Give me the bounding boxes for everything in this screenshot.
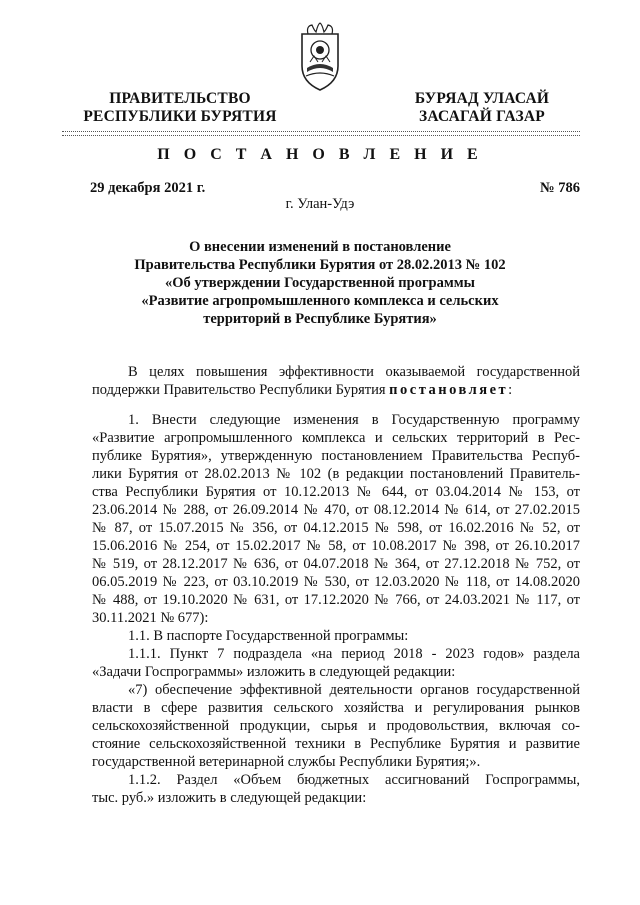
org-name-line: ЗАСАГАЙ ГАЗАР (419, 108, 545, 125)
title-line: «Развитие агропромышленного комплекса и сельских (141, 293, 499, 309)
text-line: 15.06.2016 № 254, от 15.02.2017 № 58, от 10.08.2017 № 398, от 26.10.2017 (92, 538, 580, 554)
intro-text: поддержки Правительство Республики Бурятия (92, 382, 386, 398)
org-name-line: РЕСПУБЛИКИ БУРЯТИЯ (83, 108, 277, 125)
text-line: 23.06.2014 № 288, от 26.09.2014 № 470, от 08.12.2014 № 614, от 27.02.2015 (92, 502, 580, 518)
header-divider (62, 135, 580, 136)
decree-verb: постановляет (389, 382, 509, 398)
org-name-buryat (382, 90, 582, 126)
title-line: территорий в Республике Бурятия» (203, 311, 437, 327)
text-line: ства Республики Бурятия от 10.12.2013 № 644, от 03.04.2014 № 153, от (92, 484, 580, 500)
coat-of-arms-emblem (294, 20, 346, 92)
document-type-heading: П О С Т А Н О В Л Е Н И Е (157, 146, 483, 163)
text-line: В целях повышения эффективности оказываемой государственной (128, 364, 580, 380)
text-line: 1.1.1. Пункт 7 подраздела «на период 2018 - 2023 годов» раздела (128, 646, 580, 662)
text-line: «Развитие агропромышленного комплекса и сельских территорий в Рес- (92, 430, 580, 446)
text-line: 1.1.2. Раздел «Объем бюджетных ассигнований Госпрограммы, (128, 772, 580, 788)
document-number: № 786 (540, 180, 580, 196)
text-line: № 519, от 28.12.2017 № 636, от 04.07.2018 № 364, от 27.12.2018 № 752, от (92, 556, 580, 572)
text-line: 06.05.2019 № 223, от 03.10.2019 № 530, от 12.03.2020 № 118, от 14.08.2020 (92, 574, 580, 590)
document-date: 29 декабря 2021 г. (90, 180, 206, 196)
title-line: О внесении изменений в постановление (189, 239, 451, 255)
text-line: лики Бурятия от 28.02.2013 № 102 (в редакции постановлений Правитель- (92, 466, 580, 482)
text-line: 1.1. В паспорте Государственной программы: (128, 628, 409, 644)
text-line: № 488, от 19.10.2020 № 631, от 17.12.2020 № 766, от 24.03.2021 № 117, от (92, 592, 580, 608)
text-line: 30.11.2021 № 677): (92, 610, 209, 626)
text-line: «7) обеспечение эффективной деятельности органов государственной (128, 682, 580, 698)
text-line: 1. Внести следующие изменения в Государственную программу (128, 412, 580, 428)
org-name-line: ПРАВИТЕЛЬСТВО (109, 90, 251, 107)
document-city: г. Улан-Удэ (285, 196, 355, 212)
paragraph-1 (92, 411, 580, 807)
text-line: сельскохозяйственной продукции, сырья и продовольствия, включая со- (92, 718, 580, 734)
title-line: «Об утверждении Государственной программы (165, 275, 475, 291)
text-line (92, 381, 580, 399)
intro-colon: : (508, 382, 513, 398)
text-line: «Задачи Госпрограммы» изложить в следующей редакции: (92, 664, 456, 680)
text-line: государственной ветеринарной службы Республики Бурятия;». (92, 754, 481, 770)
intro-paragraph (92, 363, 580, 399)
org-name-line: БУРЯАД УЛАСАЙ (414, 90, 550, 107)
text-line: стояние сельскохозяйственной техники в Республике Бурятия и развитие (92, 736, 580, 752)
document-title (90, 238, 550, 328)
text-line: № 87, от 15.07.2015 № 356, от 04.12.2015 № 598, от 16.02.2016 № 52, от (92, 520, 580, 536)
header-divider (62, 131, 580, 132)
title-line: Правительства Республики Бурятия от 28.02.2013 № 102 (134, 257, 506, 273)
text-line: тыс. руб.» изложить в следующей редакции: (92, 790, 367, 806)
text-line: власти в сфере развития сельского хозяйства и регулирования рынков (92, 700, 580, 716)
text-line: публике Бурятия», утвержденную постановлением Правительства Респуб- (92, 448, 580, 464)
org-name-russian (60, 90, 300, 126)
